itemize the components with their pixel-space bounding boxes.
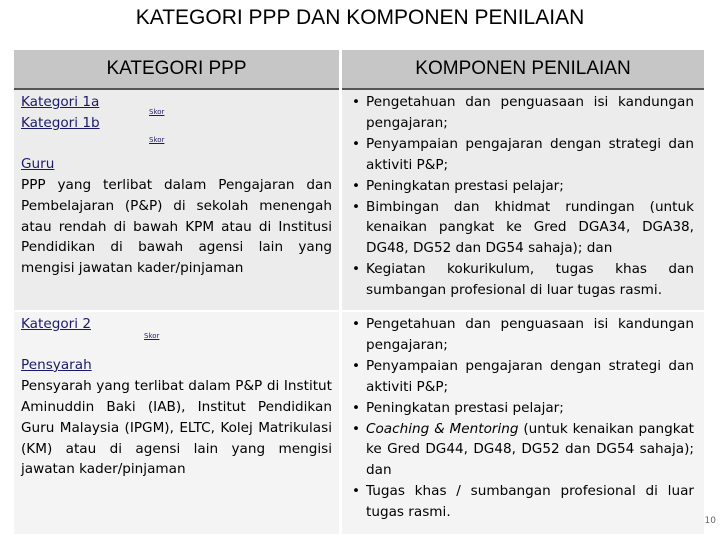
row2-components-cell — [342, 312, 704, 534]
row2-bullet-list — [350, 314, 694, 523]
row2-bullet: • Tugas khas / sumbangan profesional di luar tugas rasmi. — [350, 481, 694, 523]
header-komponen: KOMPONEN PENILAIAN — [342, 50, 704, 90]
row1-bullet: • Bimbingan dan khidmat rundingan (untuk kenaikan pangkat ke Gred DGA34, DGA38, DG48, DG52 dan DG54 sahaja); dan — [350, 197, 694, 260]
row1-bullet-list — [350, 92, 694, 301]
row2-subtitle: Pensyarah — [21, 356, 92, 373]
kategori-1b-link[interactable]: Kategori 1b — [21, 114, 100, 131]
row1-bullet: • Peningkatan prestasi pelajar; — [350, 176, 694, 197]
row1-bullet: • Kegiatan kokurikulum, tugas khas dan sumbangan profesional di luar tugas rasmi. — [350, 259, 694, 301]
skor-link-2[interactable]: Skor — [144, 332, 160, 340]
row2-bullet: • Penyampaian pengajaran dengan strategi dan aktiviti P&P; — [350, 356, 694, 398]
row1-bullet: • Penyampaian pengajaran dengan strategi dan aktiviti P&P; — [350, 134, 694, 176]
page-title: KATEGORI PPP DAN KOMPONEN PENILAIAN — [135, 6, 585, 29]
skor-link-1a[interactable]: Skor — [149, 108, 165, 116]
kategori-2-link[interactable]: Kategori 2 — [21, 316, 91, 332]
coaching-italic-text: Coaching & Mentoring — [366, 420, 519, 437]
row1-subtitle: Guru — [21, 155, 55, 172]
row1-description: PPP yang terlibat dalam Pengajaran dan Pembelajaran (P&P) di sekolah menengah atau rendah di bawah KPM atau di Institusi Pendidikan di bawah agensi lain yang mengisi jawatan kader/pinjaman — [21, 176, 332, 277]
row1-bullet: • Pengetahuan dan penguasaan isi kandungan pengajaran; — [350, 92, 694, 134]
row2-bullet-coaching — [350, 419, 694, 482]
skor-link-1b[interactable]: Skor — [149, 136, 165, 144]
row2-category-cell — [14, 312, 339, 534]
category-table — [14, 50, 704, 534]
row2-bullet: • Pengetahuan dan penguasaan isi kandungan pengajaran; — [350, 314, 694, 356]
page-number: 10 — [704, 516, 716, 526]
coaching-rest-text: (untuk kenaikan pangkat ke Gred DG44, DG48, DG52 dan DG54 sahaja); dan — [366, 420, 694, 479]
row1-components-cell — [342, 90, 704, 310]
row1-category-cell — [14, 90, 339, 310]
row2-description: Pensyarah yang terlibat dalam P&P di Institut Aminuddin Baki (IAB), Institut Pendidikan Guru Malaysia (IPGM), ELTC, Kolej Matrikulasi (KM) atau di agensi lain yang mengisi jawatan kader/pinjaman — [21, 377, 332, 478]
header-kategori: KATEGORI PPP — [14, 50, 339, 90]
row2-bullet: • Peningkatan prestasi pelajar; — [350, 398, 694, 419]
kategori-1a-link[interactable]: Kategori 1a — [21, 94, 100, 110]
